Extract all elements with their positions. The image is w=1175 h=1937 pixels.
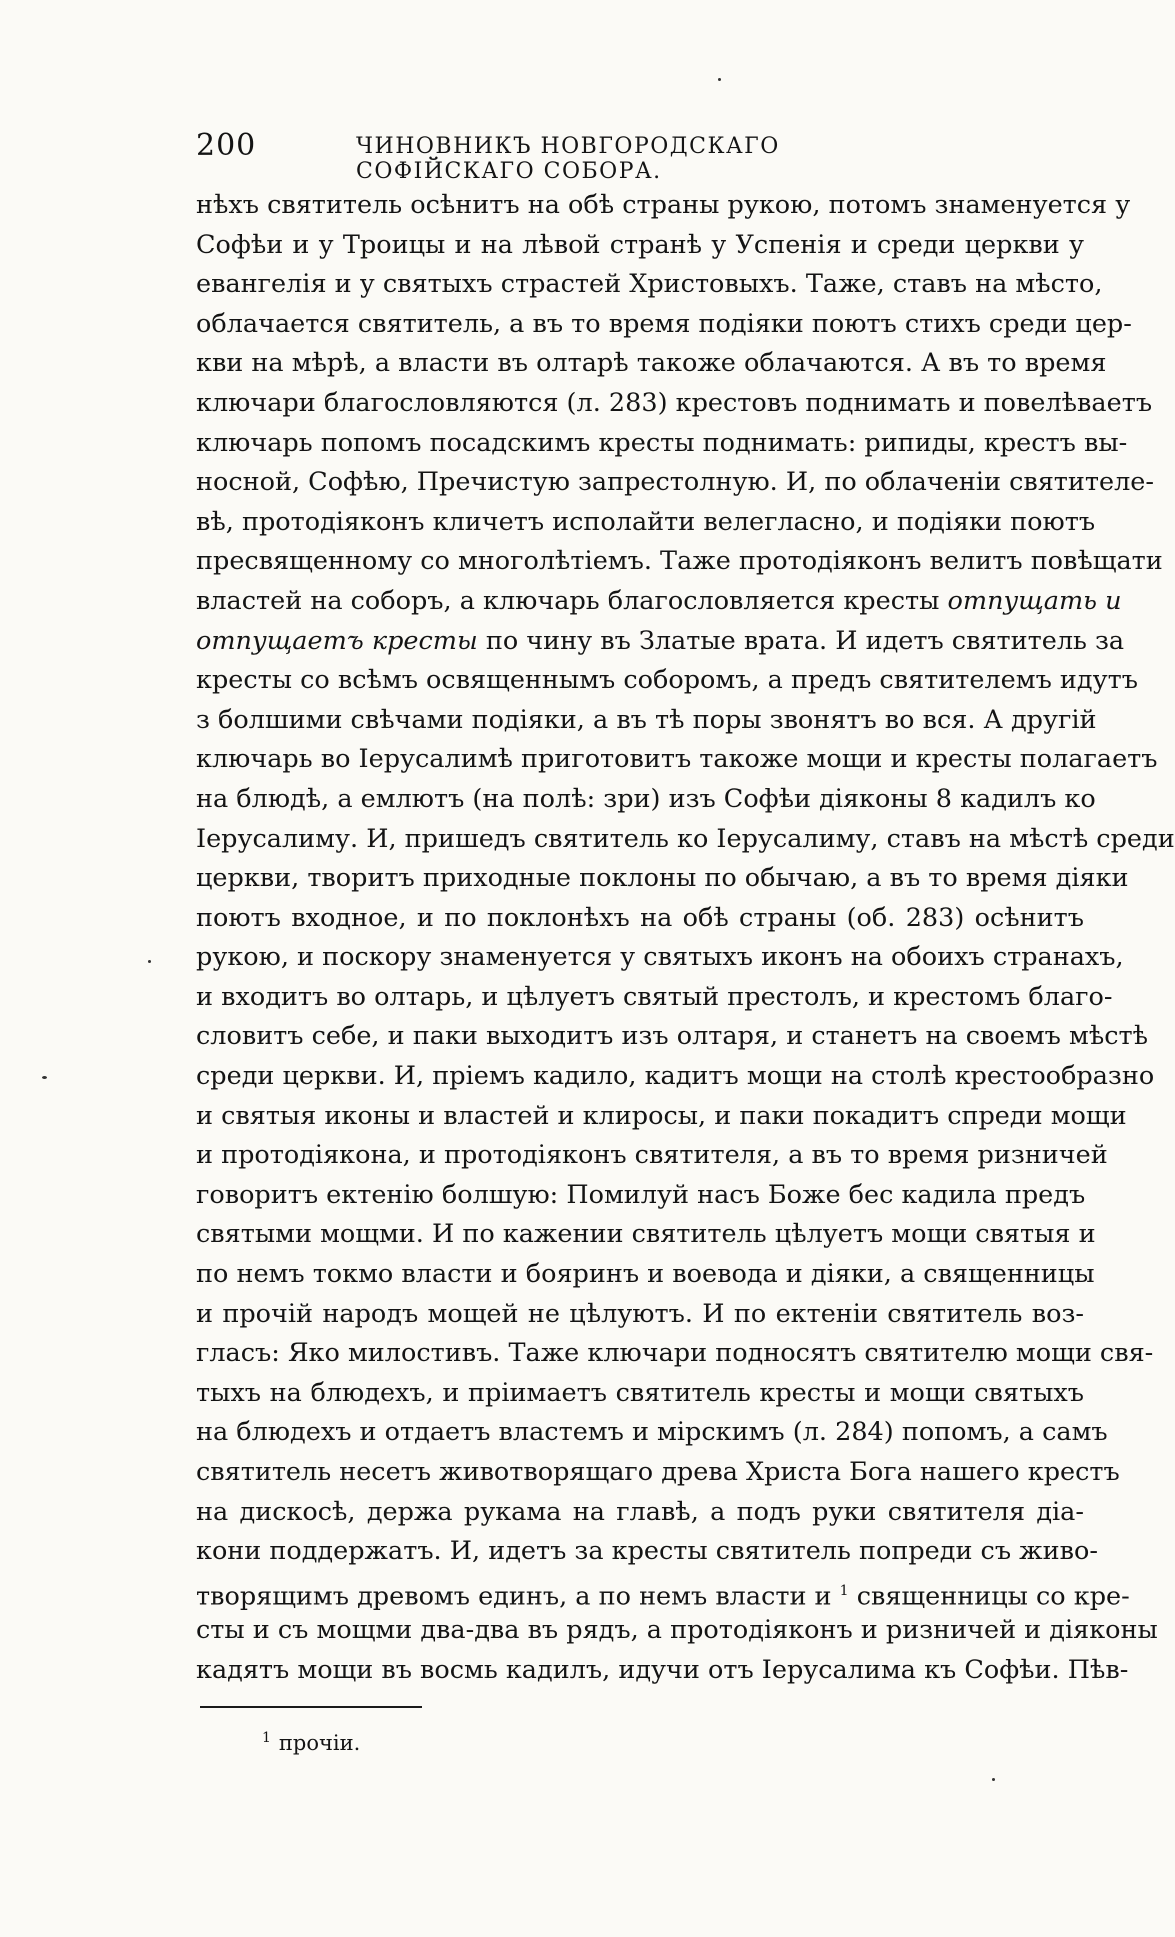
text-span: по чину въ Златые врата. И идетъ святитель за [485,625,1125,656]
text-line: на дискосѣ, держа рукама на главѣ, а подъ руки святителя діа- [196,1496,1084,1527]
text-line: и прочій народъ мощей не цѣлуютъ. И по ектеніи святитель воз- [196,1298,1084,1329]
text-line: облачается святитель, а въ то время подіяки поютъ стихъ среди цер- [196,308,1132,339]
text-line [196,582,1122,622]
text-line [196,622,1125,662]
print-speck [148,960,151,963]
footnote [262,1730,360,1755]
footnote-divider [200,1706,422,1708]
footnote-marker: 1 [262,1730,271,1746]
text-line: кресты со всѣмъ освященнымъ соборомъ, а предъ святителемъ идутъ [196,665,1138,696]
text-line: на блюдехъ и отдаетъ властемъ и мірскимъ (л. 284) попомъ, а самъ [196,1417,1108,1448]
text-line: Софѣи и у Троицы и на лѣвой странѣ у Успенія и среди церкви у [196,229,1084,260]
text-line: ключари благословляются (л. 283) крестовъ поднимать и повелѣваетъ [196,387,1153,418]
text-line: святыми мощми. И по кажении святитель цѣлуетъ мощи святыя и [196,1219,1096,1250]
page-header [196,128,916,184]
text-line: вѣ, протодіяконъ кличетъ исполайти велегласно, и подіяки поютъ [196,506,1096,537]
text-line: и входитъ во олтарь, и цѣлуетъ святый престолъ, и крестомъ благо- [196,981,1113,1012]
text-line: пресвященному со многолѣтіемъ. Таже протодіяконъ велитъ повѣщати [196,546,1163,577]
italic-phrase: отпущаетъ кресты [196,625,478,656]
text-line: з болшими свѣчами подіяки, а въ тѣ поры звонятъ во вся. А другій [196,704,1097,735]
print-speck [718,78,721,81]
print-speck [992,1778,995,1781]
text-line: поютъ входное, и по поклонѣхъ на обѣ страны (об. 283) осѣнитъ [196,902,1084,933]
text-line: Іерусалиму. И, пришедъ святитель ко Іерусалиму, ставъ на мѣстѣ среди [196,823,1175,854]
text-line: ключарь во Іерусалимѣ приготовитъ такоже мощи и кресты полагаетъ [196,744,1158,775]
footnote-marker: 1 [839,1582,849,1599]
text-line: среди церкви. И, пріемъ кадило, кадитъ мощи на столѣ крестообразно [196,1061,1155,1092]
text-line: кви на мѣрѣ, а власти въ олтарѣ такоже облачаются. А въ то время [196,348,1107,379]
text-line: тыхъ на блюдехъ, и пріимаетъ святитель кресты и мощи святыхъ [196,1377,1084,1408]
italic-phrase: отпущать и [947,585,1122,616]
body-text [196,186,1175,1691]
text-line: носной, Софѣю, Пречистую запрестолную. И, по облаченіи святителе- [196,467,1155,498]
text-line: нѣхъ святитель осѣнитъ на обѣ страны рукою, потомъ знаменуется у [196,190,1131,220]
text-line: ключарь попомъ посадскимъ кресты поднимать: рипиды, крестъ вы- [196,427,1128,458]
text-span: творящимъ древомъ единъ, а по немъ власти и [196,1581,832,1612]
text-line: говоритъ ектенію болшую: Помилуй насъ Боже бес кадила предъ [196,1179,1086,1210]
text-span: властей на соборъ, а ключарь благословляется кресты [196,585,940,616]
print-speck [42,1076,47,1079]
text-line: кони поддержатъ. И, идетъ за кресты святитель попреди съ живо- [196,1536,1098,1567]
footnote-text: прочіи. [278,1731,361,1755]
text-line: на блюдѣ, а емлютъ (на полѣ: зри) изъ Софѣи діяконы 8 кадилъ ко [196,783,1096,814]
text-line: и протодіякона, и протодіяконъ святителя, а въ то время ризничей [196,1140,1108,1171]
text-span: священницы со кре- [856,1581,1130,1612]
text-line: церкви, творитъ приходные поклоны по обычаю, а въ то время діяки [196,863,1129,894]
text-line: словитъ себе, и паки выходитъ изъ олтаря, и станетъ на своемъ мѣстѣ [196,1021,1148,1052]
text-line: гласъ: Яко милостивъ. Таже ключари подносятъ святителю мощи свя- [196,1338,1154,1369]
text-line [196,1572,1130,1612]
page-number: 200 [196,128,257,163]
running-title: ЧИНОВНИКЪ НОВГОРОДСКАГО СОФІЙСКАГО СОБОРА. [356,134,780,184]
text-line: и святыя иконы и властей и клиросы, и паки покадитъ спреди мощи [196,1100,1127,1131]
text-line: рукою, и поскору знаменуется у святыхъ иконъ на обоихъ странахъ, [196,942,1124,973]
text-line: евангелія и у святыхъ страстей Христовыхъ. Таже, ставъ на мѣсто, [196,269,1103,300]
text-line: сты и съ мощми два-два въ рядъ, а протодіяконъ и ризничей и діяконы [196,1615,1158,1646]
text-line: кадятъ мощи въ восмь кадилъ, идучи отъ Іерусалима къ Софѣи. Пѣв- [196,1654,1129,1685]
text-line: святитель несетъ животворящаго древа Христа Бога нашего крестъ [196,1457,1120,1487]
text-line: по немъ токмо власти и бояринъ и воевода и діяки, а священницы [196,1259,1095,1290]
